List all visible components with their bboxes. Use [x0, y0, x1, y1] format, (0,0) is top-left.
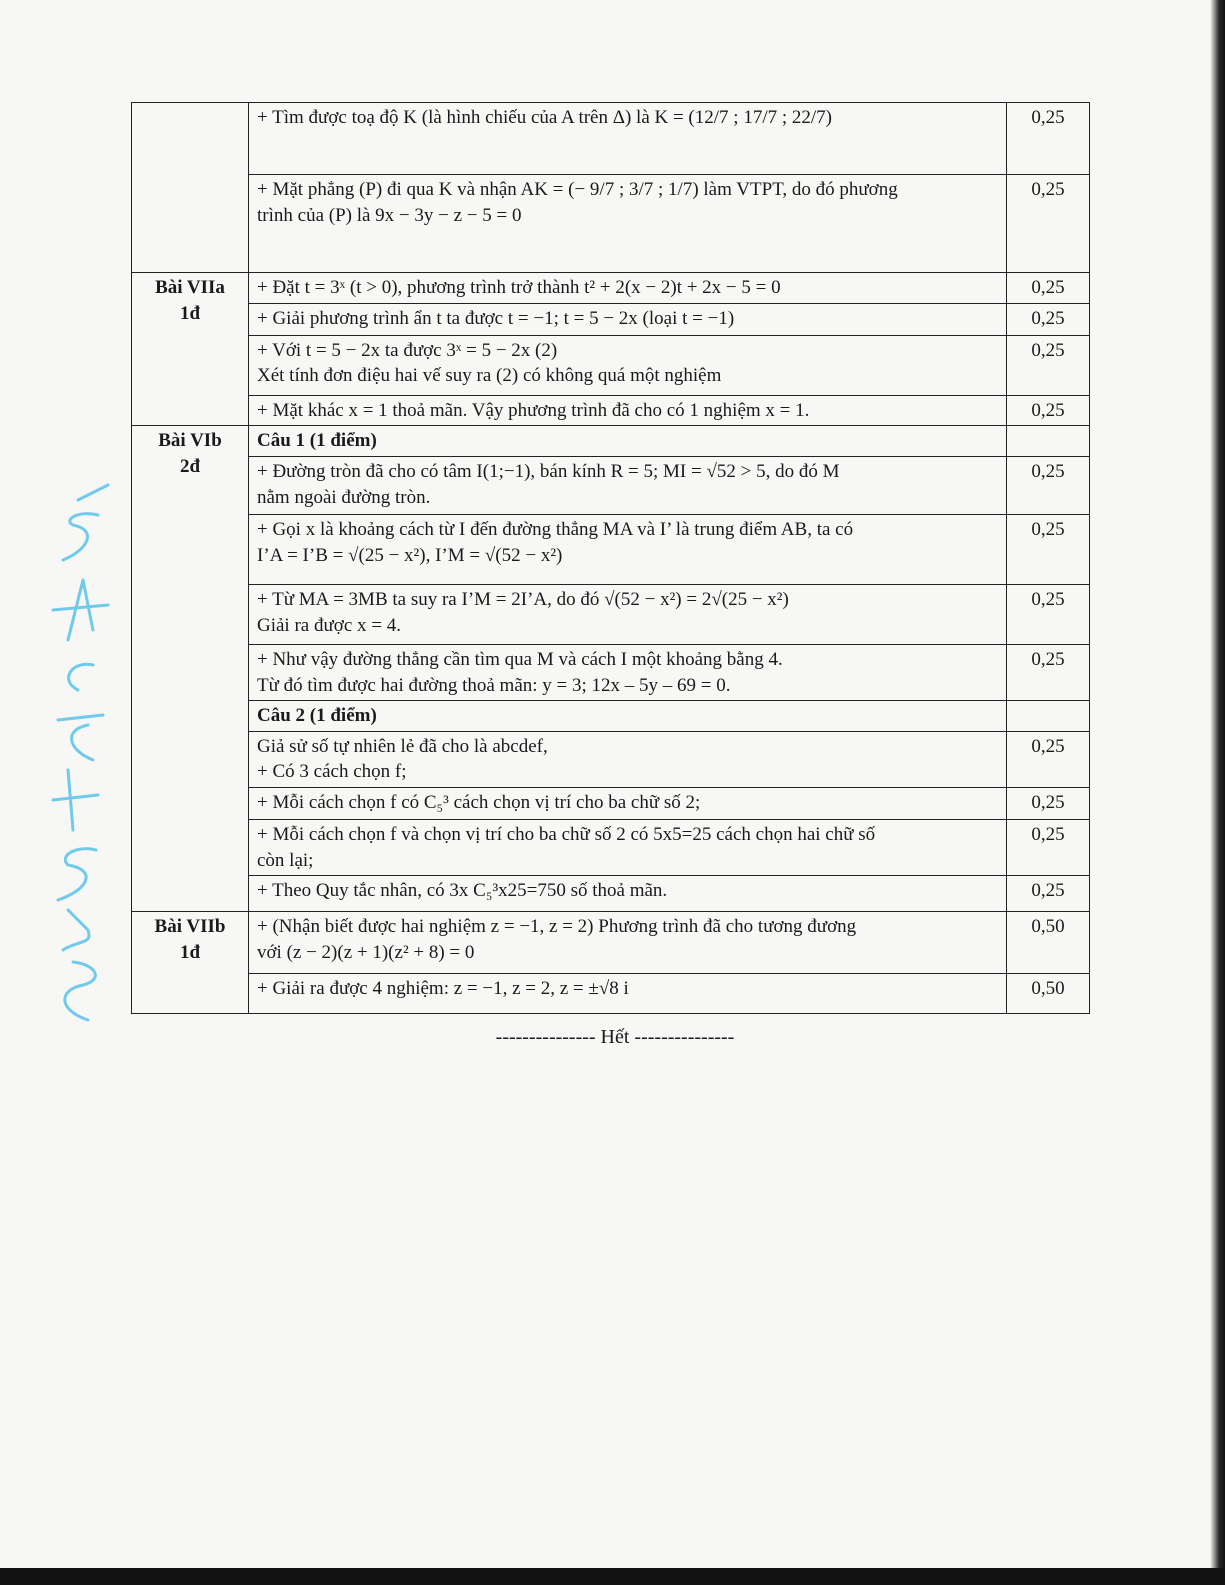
- table-row: [132, 175, 1090, 273]
- table-row: [132, 303, 1090, 335]
- answer-line: + Giải phương trình ẩn t ta được t = −1; t = 5 − 2x (loại t = −1): [257, 307, 735, 329]
- answer-step: [249, 731, 1007, 787]
- answer-line: Xét tính đơn điệu hai vế suy ra (2) có không quá một nghiệm: [257, 365, 722, 387]
- score-cell: 0,25: [1007, 303, 1090, 335]
- score-cell: 0,25: [1007, 876, 1090, 912]
- table-row: [132, 701, 1090, 732]
- table-row: [132, 876, 1090, 912]
- score-cell: 0,25: [1007, 731, 1090, 787]
- section-title: Bài VIb: [158, 430, 222, 452]
- score-cell: [1007, 426, 1090, 457]
- answer-line: + Mỗi cách chọn f có C₅³ cách chọn vị trí cho ba chữ số 2;: [257, 792, 701, 814]
- answer-step: [249, 644, 1007, 700]
- answer-step: [249, 974, 1007, 1014]
- table-row: [132, 584, 1090, 644]
- answer-line: + Mặt khác x = 1 thoả mãn. Vậy phương trình đã cho có 1 nghiệm x = 1.: [257, 399, 810, 421]
- answer-step: [249, 514, 1007, 584]
- answer-line: + Mặt phẳng (P) đi qua K và nhận AK = (− 9/7 ; 3/7 ; 1/7) làm VTPT, do đó phương: [257, 179, 898, 200]
- answer-step: [249, 335, 1007, 395]
- section-label: [132, 426, 249, 912]
- answer-step: [249, 876, 1007, 912]
- score-cell: 0,25: [1007, 644, 1090, 700]
- table-row: [132, 395, 1090, 426]
- score-cell: 0,25: [1007, 335, 1090, 395]
- answer-line: Giải ra được x = 4.: [257, 614, 401, 636]
- answer-step: [249, 303, 1007, 335]
- score-cell: 0,25: [1007, 820, 1090, 876]
- table-row: [132, 644, 1090, 700]
- section-points: 2đ: [179, 455, 201, 477]
- table-row: [132, 103, 1090, 175]
- score-cell: 0,25: [1007, 788, 1090, 820]
- answer-line: còn lại;: [257, 849, 314, 871]
- answer-step: [249, 395, 1007, 426]
- table-row: [132, 335, 1090, 395]
- answer-step: [249, 584, 1007, 644]
- section-title: Bài VIIa: [155, 277, 225, 298]
- table-row: [132, 788, 1090, 820]
- answer-line: + Tìm được toạ độ K (là hình chiếu của A trên Δ) là K = (12/7 ; 17/7 ; 22/7): [257, 107, 832, 128]
- answer-step: [249, 788, 1007, 820]
- table-row: [132, 273, 1090, 304]
- score-cell: 0,25: [1007, 395, 1090, 426]
- answer-line: + Với t = 5 − 2x ta được 3ˣ = 5 − 2x (2): [257, 339, 558, 361]
- answer-step: [249, 820, 1007, 876]
- sub-question-heading: Câu 1 (1 điểm): [257, 430, 377, 452]
- answer-step: [249, 912, 1007, 974]
- table-row: [132, 912, 1090, 974]
- answer-line: + (Nhận biết được hai nghiệm z = −1, z = 2) Phương trình đã cho tương đương: [257, 916, 857, 938]
- answer-line: + Mỗi cách chọn f và chọn vị trí cho ba chữ số 2 có 5x5=25 cách chọn hai chữ số: [257, 824, 876, 846]
- answer-line: trình của (P) là 9x − 3y − z − 5 = 0: [257, 204, 522, 226]
- answer-line: + Gọi x là khoảng cách từ I đến đường thẳng MA và I’ là trung điểm AB, ta có: [257, 518, 854, 540]
- answer-step: [249, 701, 1007, 732]
- handwritten-signature: [18, 470, 138, 1030]
- answer-line: + Như vậy đường thẳng cần tìm qua M và cách I một khoảng bằng 4.: [257, 648, 783, 670]
- answer-step: [249, 103, 1007, 175]
- table-row: [132, 426, 1090, 457]
- answer-step: [249, 273, 1007, 304]
- scan-edge-right: [1210, 0, 1225, 1585]
- section-points: 1đ: [179, 942, 201, 964]
- sub-question-heading: Câu 2 (1 điểm): [257, 705, 377, 727]
- answer-line: + Từ MA = 3MB ta suy ra I’M = 2I’A, do đó √(52 − x²) = 2√(25 − x²): [257, 588, 789, 610]
- section-points: 1đ: [179, 302, 201, 324]
- section-label: [132, 912, 249, 1014]
- table-row: [132, 514, 1090, 584]
- table-row: [132, 731, 1090, 787]
- table-row: [132, 456, 1090, 514]
- answer-line: Từ đó tìm được hai đường thoả mãn: y = 3; 12x – 5y – 69 = 0.: [257, 674, 731, 696]
- score-cell: [1007, 701, 1090, 732]
- score-cell: 0,25: [1007, 103, 1090, 175]
- table-row: [132, 974, 1090, 1014]
- answer-line: + Theo Quy tắc nhân, có 3x C₅³x25=750 số thoả mãn.: [257, 880, 668, 902]
- end-marker: --------------- Hết ---------------: [495, 1026, 735, 1048]
- answer-line: với (z − 2)(z + 1)(z² + 8) = 0: [257, 942, 475, 964]
- table-row: [132, 820, 1090, 876]
- answer-line: I’A = I’B = √(25 − x²), I’M = √(52 − x²): [257, 544, 563, 566]
- scan-edge-bottom: [0, 1568, 1225, 1585]
- section-label: [132, 273, 249, 426]
- answer-line: + Có 3 cách chọn f;: [257, 761, 407, 783]
- score-cell: 0,50: [1007, 974, 1090, 1014]
- answer-table: [131, 102, 1090, 1014]
- answer-step: [249, 456, 1007, 514]
- score-cell: 0,25: [1007, 273, 1090, 304]
- section-label: [132, 103, 249, 273]
- answer-line: Giả sử số tự nhiên lẻ đã cho là abcdef,: [257, 735, 548, 757]
- score-cell: 0,25: [1007, 456, 1090, 514]
- answer-step: [249, 175, 1007, 273]
- score-cell: 0,25: [1007, 584, 1090, 644]
- score-cell: 0,25: [1007, 514, 1090, 584]
- score-cell: 0,50: [1007, 912, 1090, 974]
- answer-line: + Giải ra được 4 nghiệm: z = −1, z = 2, z = ±√8 i: [257, 978, 629, 1000]
- section-title: Bài VIIb: [154, 916, 226, 938]
- answer-line: nằm ngoài đường tròn.: [257, 486, 431, 508]
- answer-line: + Đường tròn đã cho có tâm I(1;−1), bán kính R = 5; MI = √52 > 5, do đó M: [257, 460, 840, 482]
- answer-line: + Đặt t = 3ˣ (t > 0), phương trình trở thành t² + 2(x − 2)t + 2x − 5 = 0: [257, 277, 781, 298]
- answer-step: [249, 426, 1007, 457]
- score-cell: 0,25: [1007, 175, 1090, 273]
